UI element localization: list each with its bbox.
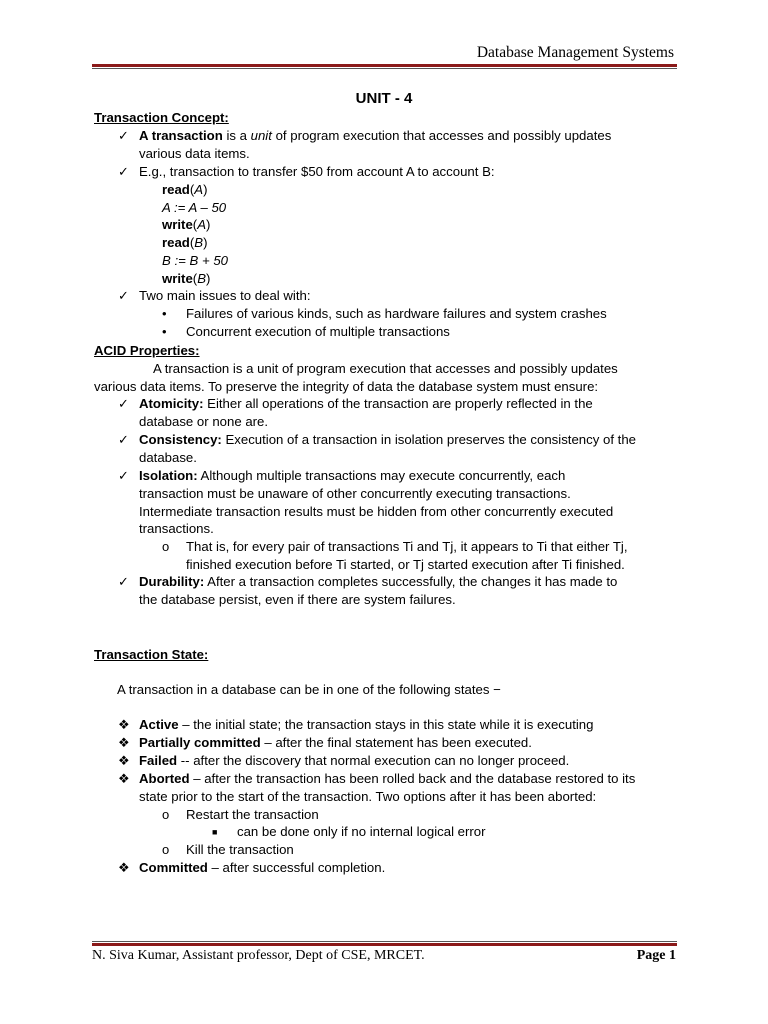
state-partially-committed: Partially committed – after the final statement has been executed.: [139, 735, 532, 750]
acid-isolation-line4: transactions.: [139, 521, 214, 536]
square-bullet-icon: ■: [212, 827, 218, 837]
state-active: Active – the initial state; the transaction stays in this state while it is executing: [139, 717, 594, 732]
checkmark-icon: ✓: [118, 574, 129, 589]
acid-isolation: Isolation: Although multiple transactions may execute concurrently, each: [139, 468, 566, 483]
section-heading-acid: ACID Properties:: [94, 343, 200, 358]
diamond-bullet-icon: ❖: [118, 771, 130, 786]
concept-bullet-1-line2: various data items.: [139, 146, 250, 161]
code-line: A := A – 50: [162, 200, 227, 215]
header-rule: [92, 64, 677, 67]
concept-bullet-1: A transaction is a unit of program execution that accesses and possibly updates: [139, 128, 612, 143]
concept-bullet-3: Two main issues to deal with:: [139, 288, 311, 303]
acid-consistency-line2: database.: [139, 450, 197, 465]
code-line: write(A): [162, 217, 211, 232]
state-committed: Committed – after successful completion.: [139, 860, 386, 875]
abort-option: Kill the transaction: [186, 842, 294, 857]
diamond-bullet-icon: ❖: [118, 753, 130, 768]
diamond-bullet-icon: ❖: [118, 735, 130, 750]
checkmark-icon: ✓: [118, 128, 129, 143]
checkmark-icon: ✓: [118, 432, 129, 447]
acid-atomicity-line2: database or none are.: [139, 414, 269, 429]
acid-atomicity: Atomicity: Either all operations of the transaction are properly reflected in the: [139, 396, 593, 411]
state-intro: A transaction in a database can be in one of the following states −: [117, 682, 501, 697]
code-line: B := B + 50: [162, 253, 228, 268]
diamond-bullet-icon: ❖: [118, 860, 130, 875]
header-rule-thin: [92, 68, 677, 69]
abort-option: Restart the transaction: [186, 807, 319, 822]
unit-title: UNIT - 4: [355, 90, 413, 107]
code-line: read(A): [162, 182, 208, 197]
bullet-dot-icon: •: [162, 324, 167, 339]
acid-isolation-line2: transaction must be unaware of other concurrently executing transactions.: [139, 486, 571, 501]
footer-author: N. Siva Kumar, Assistant professor, Dept of CSE, MRCET.: [92, 948, 425, 963]
diamond-bullet-icon: ❖: [118, 717, 130, 732]
acid-consistency: Consistency: Execution of a transaction in isolation preserves the consistency of the: [139, 432, 636, 447]
acid-intro: A transaction is a unit of program execution that accesses and possibly updates: [153, 361, 618, 376]
acid-durability-line2: the database persist, even if there are system failures.: [139, 592, 456, 607]
circle-bullet-icon: o: [162, 807, 170, 822]
state-aborted: Aborted – after the transaction has been rolled back and the database restored to its: [139, 771, 636, 786]
issue-item: Concurrent execution of multiple transactions: [186, 324, 450, 339]
checkmark-icon: ✓: [118, 396, 129, 411]
footer-rule: [92, 943, 677, 946]
code-line: write(B): [162, 271, 211, 286]
circle-bullet-icon: o: [162, 539, 170, 554]
checkmark-icon: ✓: [118, 164, 129, 179]
abort-option-sub: can be done only if no internal logical error: [237, 824, 486, 839]
acid-durability: Durability: After a transaction completes successfully, the changes it has made to: [139, 574, 618, 589]
bullet-dot-icon: •: [162, 306, 167, 321]
page-number: Page 1: [636, 948, 676, 963]
acid-intro-line2: various data items. To preserve the integrity of data the database system must ensure:: [94, 379, 599, 394]
footer-rule-thin: [92, 941, 677, 942]
code-line: read(B): [162, 235, 208, 250]
circle-bullet-icon: o: [162, 842, 170, 857]
state-aborted-line2: state prior to the start of the transaction. Two options after it has been aborted:: [139, 789, 597, 804]
concept-bullet-2: E.g., transaction to transfer $50 from account A to account B:: [139, 164, 495, 179]
checkmark-icon: ✓: [118, 288, 129, 303]
isolation-sub-item-line2: finished execution before Ti started, or Tj started execution after Ti finished.: [186, 557, 625, 572]
acid-isolation-line3: Intermediate transaction results must be hidden from other concurrently executed: [139, 504, 614, 519]
section-heading-state: Transaction State:: [94, 647, 209, 662]
isolation-sub-item: That is, for every pair of transactions Ti and Tj, it appears to Ti that either Tj,: [186, 539, 628, 554]
running-header: Database Management Systems: [476, 44, 674, 61]
issue-item: Failures of various kinds, such as hardware failures and system crashes: [186, 306, 607, 321]
state-failed: Failed -- after the discovery that normal execution can no longer proceed.: [139, 753, 570, 768]
section-heading-concept: Transaction Concept:: [94, 110, 229, 125]
checkmark-icon: ✓: [118, 468, 129, 483]
